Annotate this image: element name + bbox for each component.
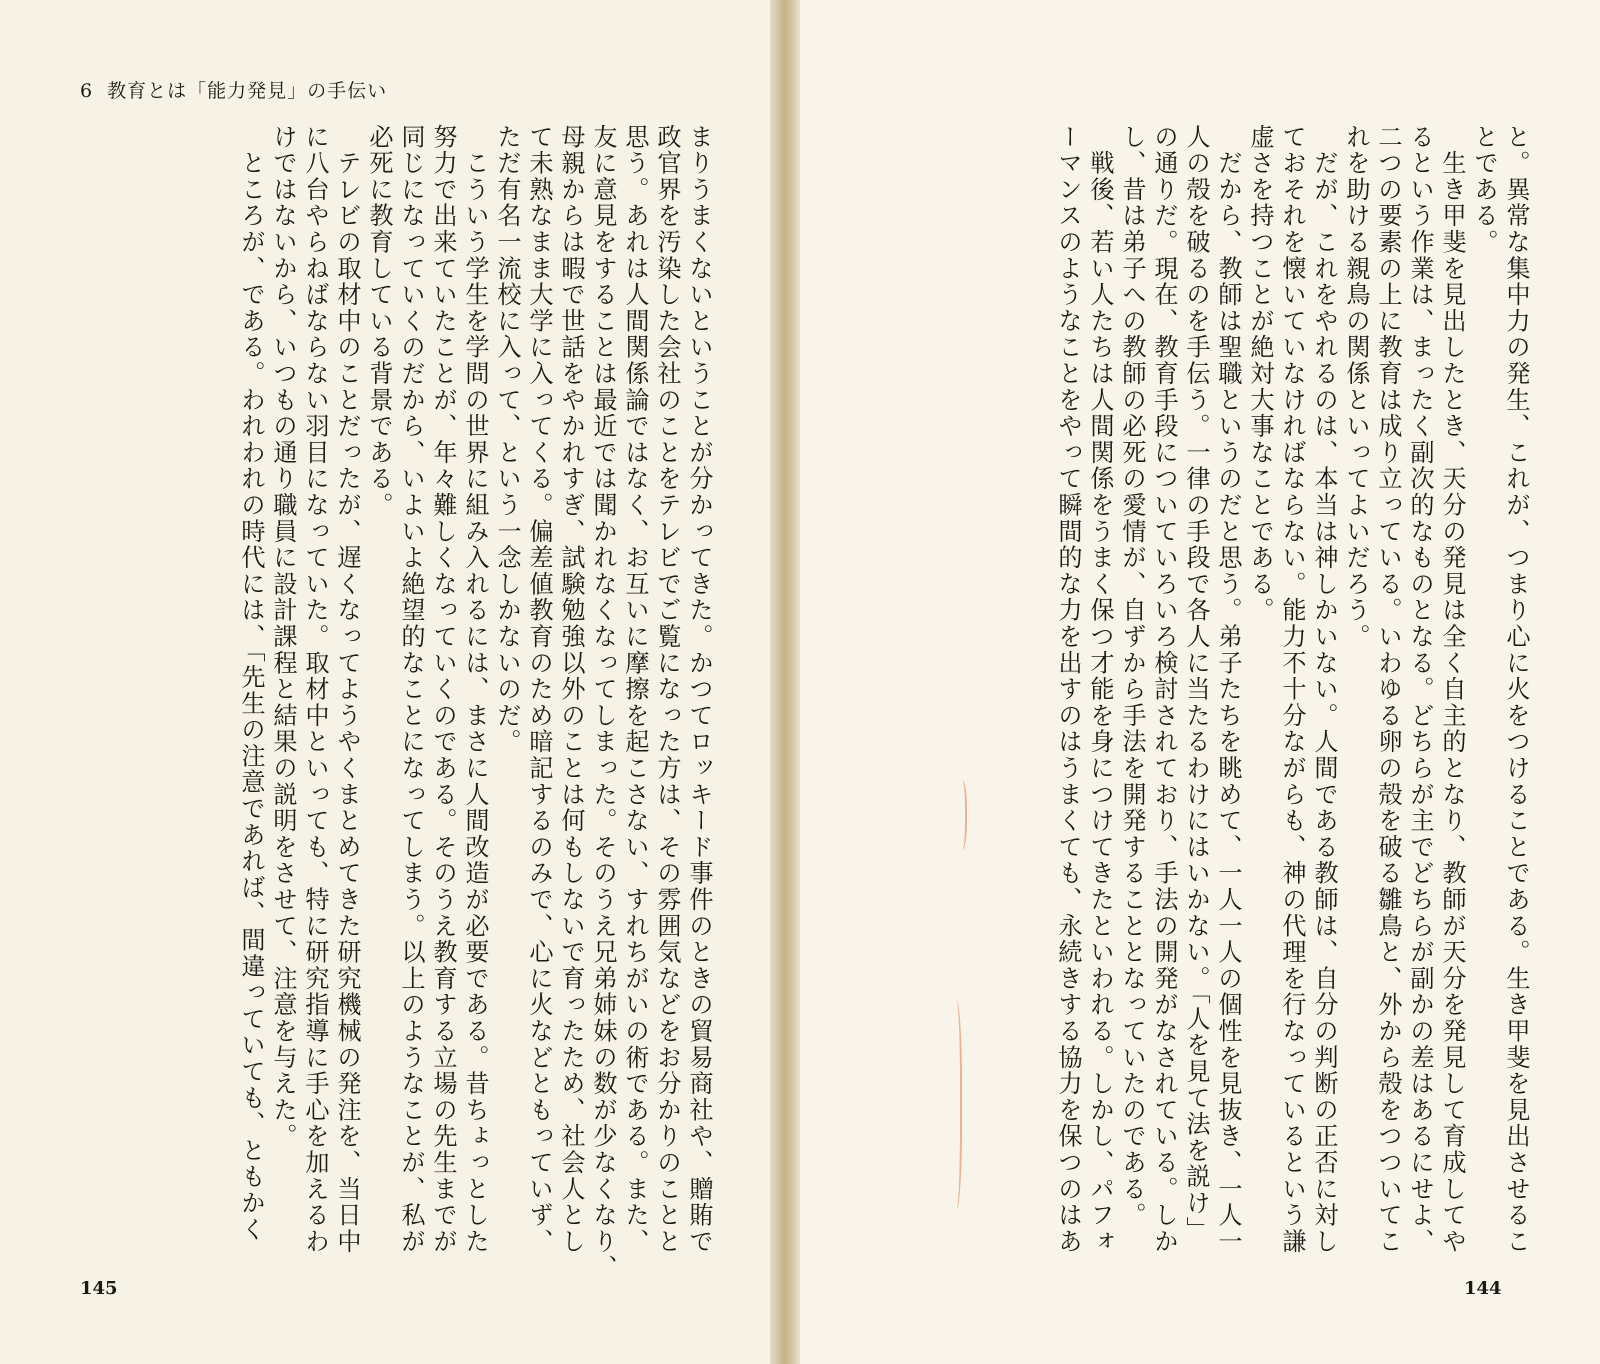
text-line: とである。 — [1470, 124, 1498, 256]
text-line: 戦後、若い人たちは人間関係をうまく保つ才能を身につけてきたといわれる。しかし、パフォ — [1086, 124, 1114, 1255]
page-number-right: 144 — [1464, 1278, 1502, 1299]
text-line: ーマンスのようなことをやって瞬間的な力を出すのはうまくても、永続きする協力を保つのはあ — [1054, 124, 1082, 1255]
left-page — [0, 0, 770, 1364]
text-line: けではないから、いつもの通り職員に設計課程と結果の説明をさせて、注意を与えた。 — [269, 124, 297, 1150]
text-line: し、昔は弟子への教師の必死の愛情が、自ずから手法を開発することとなっていたのである。 — [1118, 124, 1146, 1229]
text-line: 友に意見をすることは最近では聞かれなくなってしまった。そのうえ兄弟姉妹の数が少なくなり、 — [589, 124, 617, 1282]
page-number-left: 145 — [80, 1278, 118, 1299]
text-line: ところが、である。われわれの時代には、「先生の注意であれば、間違っていても、ともかく — [237, 124, 265, 1243]
left-body-text — [235, 124, 715, 1282]
text-line: 虚さを持つことが絶対大事なことである。 — [1246, 124, 1274, 624]
chapter-title: 教育とは「能力発見」の手伝い — [107, 80, 388, 102]
text-line: に八台やらねばならない羽目になっていた。取材中といっても、特に研究指導に手心を加えるわ — [301, 124, 329, 1255]
text-line: ておそれを懐いていなければならない。能力不十分ながらも、神の代理を行なっているという謙 — [1278, 124, 1306, 1255]
text-line: と。異常な集中力の発生、これが、つまり心に火をつけることである。生き甲斐を見出させるこ — [1502, 124, 1530, 1255]
right-body-text — [1052, 124, 1532, 1254]
text-line: 必死に教育している背景である。 — [365, 124, 393, 519]
running-header — [80, 76, 387, 103]
right-page — [800, 0, 1600, 1364]
book-gutter — [770, 0, 800, 1364]
text-line: 同じになっていくのだから、いよいよ絶望的なことになってしまう。以上のようなことが、私が — [397, 124, 425, 1255]
text-line: 努力で出来ていたことが、年々難しくなっていくのである。そのうえ教育する立場の先生までが — [429, 124, 457, 1255]
text-line: 思う。あれは人間関係論ではなく、お互いに摩擦を起こさない、すれちがいの術である。また、 — [621, 124, 649, 1255]
text-line: 母親からは暇で世話をやかれすぎ、試験勉強以外のことは何もしないで育ったため、社会人とし — [557, 124, 585, 1255]
pencil-mark — [955, 780, 967, 850]
text-line: 政官界を汚染した会社のことをテレビでご覧になった方は、その雰囲気などをお分かりのことと — [653, 124, 681, 1255]
text-line: テレビの取材中のことだったが、遅くなってようやくまとめてきた研究機械の発注を、当日中 — [333, 124, 361, 1255]
text-line: 人の殻を破るのを手伝う。一律の手段で各人に当たるわけにはいかない。「人を見て法を説け」 — [1182, 124, 1210, 1243]
text-line: まりうまくないということが分かってきた。かつてロッキード事件のときの貿易商社や、贈賄で — [685, 124, 713, 1255]
text-line: の通りだ。現在、教育手段についていろいろ検討されており、手法の開発がなされている。しか — [1150, 124, 1178, 1255]
text-line: だが、これをやれるのは、本当は神しかいない。人間である教師は、自分の判断の正否に対し — [1310, 124, 1338, 1255]
text-line: れを助ける親鳥の関係といってよいだろう。 — [1342, 124, 1370, 650]
text-line: 生き甲斐を見出したとき、天分の発見は全く自主的となり、教師が天分を発見して育成してや — [1438, 124, 1466, 1255]
text-line: ただ有名一流校に入って、という一念しかないのだ。 — [493, 124, 521, 756]
text-line: て未熟なまま大学に入ってくる。偏差値教育のため暗記するのみで、心に火などともっていず、 — [525, 124, 553, 1255]
text-line: るという作業は、まったく副次的なものとなる。どちらが主でどちらが副かの差はあるにせよ、 — [1406, 124, 1434, 1255]
text-line: だから、教師は聖職というのだと思う。弟子たちを眺めて、一人一人の個性を見抜き、一人一 — [1214, 124, 1242, 1255]
text-line: 二つの要素の上に教育は成り立っている。いわゆる卵の殻を破る雛鳥と、外から殻をつついてこ — [1374, 124, 1402, 1255]
pencil-mark — [948, 1000, 962, 1210]
chapter-number: 6 — [80, 80, 94, 102]
text-line: こういう学生を学問の世界に組み入れるには、まさに人間改造が必要である。昔ちょっとした — [461, 124, 489, 1255]
